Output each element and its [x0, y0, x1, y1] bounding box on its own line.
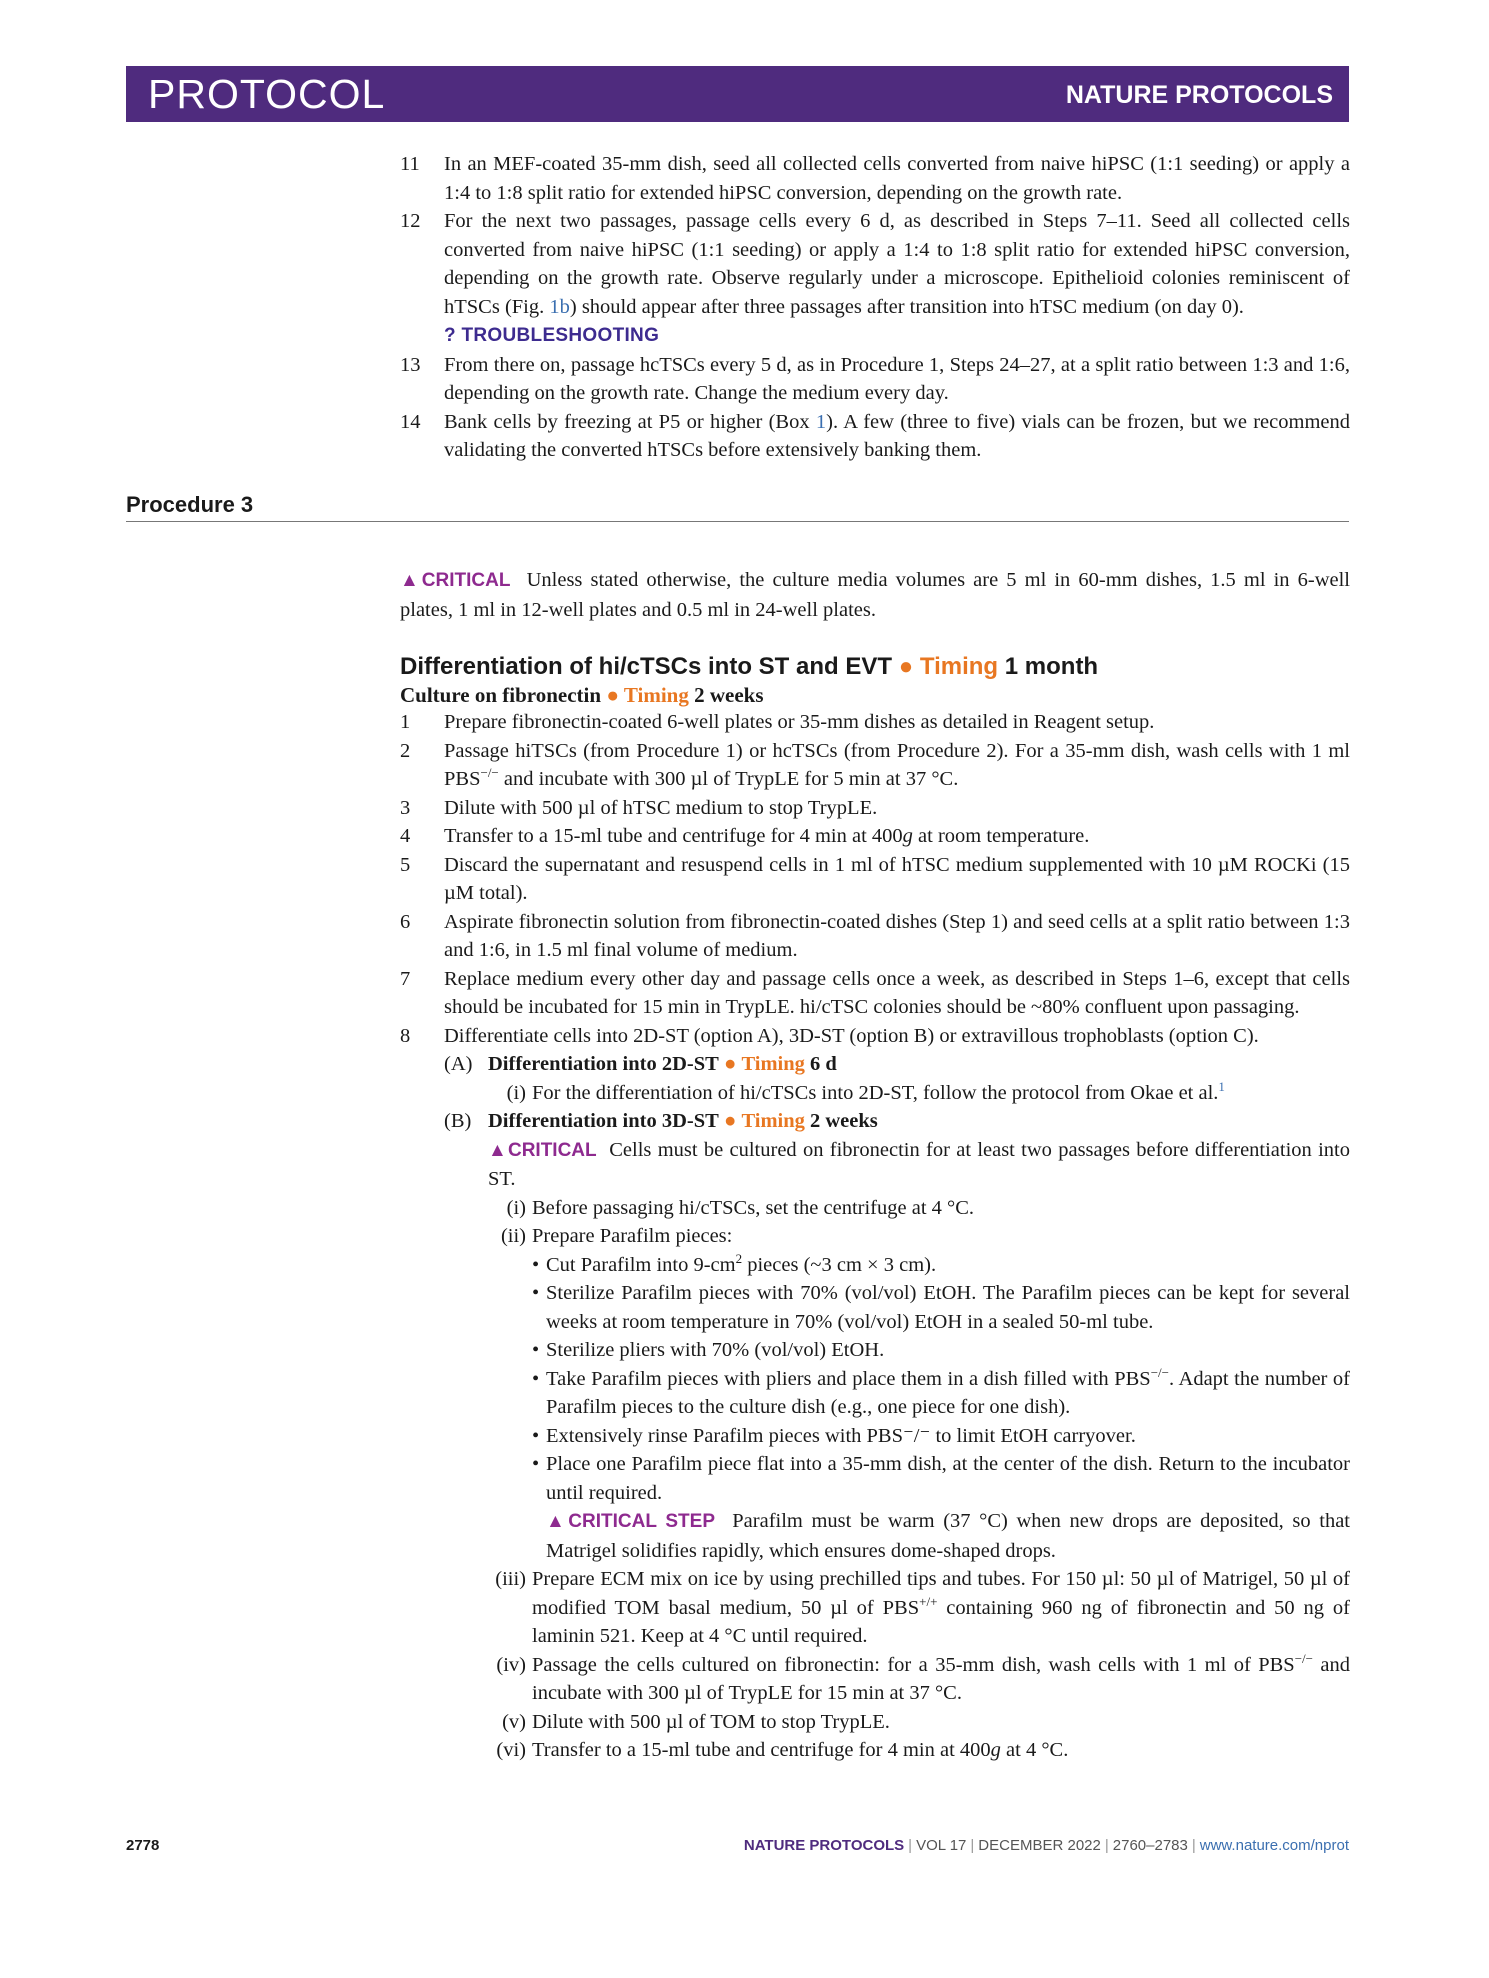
timing-dot-icon: ●	[898, 653, 914, 680]
header-banner	[126, 66, 1349, 122]
list-item	[400, 150, 1350, 207]
critical-text: Unless stated otherwise, the culture media volumes are 5 ml in 60-mm dishes, 1.5 ml in 6-well plates, 1 ml in 12-well plates and 0.5 ml in 24-well plates.	[400, 569, 1351, 621]
procedure-label: Procedure 3	[126, 492, 254, 517]
option-b-critical: ▲CRITICAL Cells must be cultured on fibronectin for at least two passages before differentiation into ST.	[488, 1138, 1350, 1190]
critical-label: ▲CRITICAL	[400, 570, 511, 591]
sub-step: (v) Dilute with 500 µl of TOM to stop TrypLE.	[502, 1710, 890, 1733]
sub-step: (iv) Passage the cells cultured on fibronectin: for a 35-mm dish, wash cells with 1 ml of PBS−/− and incubate with 300 µl of TrypLE for 15 min at 37 °C.	[496, 1650, 1350, 1704]
list-item	[400, 351, 1350, 408]
step-number: 5	[400, 853, 411, 876]
list-item	[400, 1022, 1350, 1765]
step-text: Replace medium every other day and passage cells once a week, as described in Steps 1–6, except that cells should be incubated for 15 min in TrypLE. hi/cTSC colonies should be ~80% confluent upon passaging.	[444, 967, 1350, 1018]
step-text: Transfer to a 15-ml tube and centrifuge for 4 min at 400g at room temperature.	[444, 825, 1090, 847]
sub-step: (i) Before passaging hi/cTSCs, set the centrifuge at 4 °C.	[506, 1196, 975, 1219]
list-item	[400, 822, 1350, 851]
subsection-title: Culture on fibronectin ● Timing 2 weeks	[400, 683, 764, 707]
step-text: In an MEF-coated 35-mm dish, seed all collected cells converted from naive hiPSC (1:1 seeding) or apply a 1:4 to 1:8 split ratio for extended hiPSC conversion, depending on the growth rate.	[444, 153, 1350, 204]
timing-value: 2 weeks	[694, 683, 764, 707]
header-journal-label: NATURE PROTOCOLS	[1065, 81, 1333, 109]
critical-step-label: ▲CRITICAL STEP	[546, 1511, 716, 1532]
box-link[interactable]: 1	[815, 410, 827, 433]
header-protocol-label: PROTOCOL	[148, 71, 386, 117]
option-label: (A)	[444, 1053, 473, 1075]
top-steps-list	[400, 150, 1350, 465]
timing-label: Timing	[919, 653, 999, 680]
bullet-item: • Cut Parafilm into $9-cm^2$ pieces (~3 cm × 3 cm).	[532, 1250, 937, 1276]
procedure-steps-list	[400, 708, 1350, 1765]
citation: NATURE PROTOCOLS | VOL 17 | DECEMBER 2022 | 2760–2783 | www.nature.com/nprot	[743, 1837, 1349, 1854]
step-text: From there on, passage hcTSCs every 5 d, as in Procedure 1, Steps 24–27, at a split ratio between 1:3 and 1:6, depending on the growth rate. Change the medium every day.	[444, 353, 1350, 404]
sub-step: (iii) Prepare ECM mix on ice by using prechilled tips and tubes. For 150 µl: 50 µl of Matrigel, 50 µl of modified TOM basal medium, 50 µl of PBS+/+ containing 960 ng of fibronectin and 50 ng of laminin 521. Keep at 4 °C until required.	[495, 1568, 1350, 1647]
bullet-item: • Extensively rinse Parafilm pieces with PBS⁻/⁻ to limit EtOH carryover.	[532, 1424, 1136, 1447]
step-text: For the next two passages, passage cells every 6 d, as described in Steps 7–11. Seed all collected cells converted from naive hiPSC (1:1 seeding) or apply a 1:4 to 1:8 split ratio for extended hiPSC conversion, depending on the growth rate. Observe regularly under a microscope. Epithelioid colonies reminiscent of hTSCs (Fig. 1b) should appear after three passages after transition into hTSC medium (on day 0). ? TROUBLESHOOTING	[444, 210, 1350, 346]
section-divider	[126, 521, 1349, 522]
step-text: Prepare fibronectin-coated 6-well plates or 35-mm dishes as detailed in Reagent setup.	[444, 711, 1155, 733]
option-a	[444, 1050, 1350, 1107]
list-item	[400, 207, 1350, 351]
step-number: 2	[400, 739, 411, 762]
page-footer	[126, 1832, 1349, 1856]
list-item	[400, 851, 1350, 908]
option-title: Differentiation into 2D-ST	[488, 1053, 719, 1075]
step-number: 6	[400, 910, 411, 933]
step-text: Discard the supernatant and resuspend cells in 1 ml of hTSC medium supplemented with 10 µM ROCKi (15 µM total).	[444, 853, 1350, 904]
timing-value: 1 month	[1004, 653, 1099, 680]
sub-step: (ii) Prepare Parafilm pieces: • Cut Parafilm into $9-cm^2$ pieces (~3 cm × 3 cm). • Sterilize Parafilm pieces with 70% (vol/vol) EtOH. The Parafilm pieces can be kept for several weeks at room temperature in 70% (vol/vol) EtOH in a sealed 50-ml tube. • Sterilize pliers with 70% (vol/vol) EtOH. • Take Parafilm pieces with pliers and place them in a dish filled with PBS−/−. Adapt the number of Parafilm pieces to the culture dish (e.g., one piece for one dish). • Extensively rinse Parafilm pieces with PBS⁻/⁻ to limit EtOH carryover. • Place one Parafilm piece flat into a 35-mm dish, at the center of the dish. Return to the incubator until required. ▲CRITICAL STEP Parafilm must be warm (37 °C) when new drops are deposited, so that Matrigel solidifies rapidly, which ensures dome-shaped drops.	[488, 1222, 1350, 1565]
step-text: Aspirate fibronectin solution from fibronectin-coated dishes (Step 1) and seed cells at a split ratio between 1:3 and 1:6, in 1.5 ml final volume of medium.	[444, 910, 1350, 961]
step-number: 14	[400, 410, 421, 433]
timing-label: Timing	[741, 1110, 805, 1132]
reference-link[interactable]: 1	[1218, 1078, 1225, 1094]
timing-value: 6 d	[810, 1053, 837, 1075]
bullet-item: • Take Parafilm pieces with pliers and place them in a dish filled with PBS−/−. Adapt the number of Parafilm pieces to the culture dish (e.g., one piece for one dish).	[532, 1364, 1350, 1418]
step-number: 12	[400, 210, 421, 232]
timing-dot-icon: ●	[723, 1053, 737, 1075]
sub-step: (i) For the differentiation of hi/cTSCs into 2D-ST, follow the protocol from Okae et al.$^1$	[506, 1078, 1225, 1104]
list-item	[400, 794, 1350, 823]
bullet-item: • Sterilize Parafilm pieces with 70% (vol/vol) EtOH. The Parafilm pieces can be kept for several weeks at room temperature in 70% (vol/vol) EtOH in a sealed 50-ml tube.	[532, 1282, 1350, 1333]
option-label: (B)	[444, 1110, 472, 1132]
step-text: Passage hiTSCs (from Procedure 1) or hcTSCs (from Procedure 2). For a 35-mm dish, wash cells with 1 ml PBS−/− and incubate with 300 µl of TrypLE for 5 min at 37 °C.	[444, 739, 1350, 790]
list-item	[400, 908, 1350, 965]
list-item	[400, 737, 1350, 794]
step-number: 7	[400, 967, 411, 990]
option-title: Differentiation into 3D-ST	[488, 1110, 719, 1132]
step-number: 11	[400, 153, 420, 175]
step-text: Dilute with 500 µl of hTSC medium to stop TrypLE.	[444, 796, 878, 819]
step-number: 13	[400, 353, 421, 376]
timing-dot-icon: ●	[606, 683, 620, 707]
list-item	[400, 708, 1350, 737]
timing-dot-icon: ●	[723, 1110, 737, 1132]
option-b	[444, 1107, 1350, 1765]
page-number: 2778	[126, 1837, 160, 1854]
step-text: Differentiate cells into 2D-ST (option A), 3D-ST (option B) or extravillous trophoblasts (option C). (A) Differentiation into 2D-ST ● Timing 6 d (i) For the differentiation of hi/cTSCs into 2D-ST, follow the protocol from Okae et al.$^1$ (B) Differentiation into 3D-ST ● Timing 2 weeks ▲CRITICAL Cells must be cultured on fibronectin for at least two passages before differentiation into ST. (i) Before passaging hi/cTSCs, set the centrifuge at 4 °C. (ii) Prepare Parafilm pieces: • Cut Parafilm into $9-cm^2$ pieces (~3 cm × 3 cm). • Sterilize Parafilm pieces with 70% (vol/vol) EtOH. The Parafilm pieces can be kept for several weeks at room temperature in 70% (vol/vol) EtOH in a sealed 50-ml tube. • Sterilize pliers with 70% (vol/vol) EtOH. • Take Parafilm pieces with pliers and place them in a dish filled with PBS−/−. Adapt the number of Parafilm pieces to the culture dish (e.g., one piece for one dish). • Extensively rinse Parafilm pieces with PBS⁻/⁻ to limit EtOH carryover. • Place one Parafilm piece flat into a 35-mm dish, at the center of the dish. Return to the incubator until required. ▲CRITICAL STEP Parafilm must be warm (37 °C) when new drops are deposited, so that Matrigel solidifies rapidly, which ensures dome-shaped drops. (iii) Prepare ECM mix on ice by using prechilled tips and tubes. For 150 µl: 50 µl of Matrigel, 50 µl of modified TOM basal medium, 50 µl of PBS+/+ containing 960 ng of fibronectin and 50 ng of laminin 521. Keep at 4 °C until required. (iv) Passage the cells cultured on fibronectin: for a 35-mm dish, wash cells with 1 ml of PBS−/− and incubate with 300 µl of TrypLE for 15 min at 37 °C. (v) Dilute with 500 µl of TOM to stop TrypLE. (vi) Transfer to a 15-ml tube and centrifuge for 4 min at 400g at 4 °C.	[444, 1022, 1350, 1765]
bullet-item: • Place one Parafilm piece flat into a 35-mm dish, at the center of the dish. Return to the incubator until required. ▲CRITICAL STEP Parafilm must be warm (37 °C) when new drops are deposited, so that Matrigel solidifies rapidly, which ensures dome-shaped drops.	[532, 1453, 1350, 1562]
timing-label: Timing	[623, 683, 689, 707]
bullet-item: • Sterilize pliers with 70% (vol/vol) EtOH.	[532, 1339, 885, 1361]
sub-step: (vi) Transfer to a 15-ml tube and centrifuge for 4 min at 400g at 4 °C.	[496, 1739, 1069, 1761]
list-item	[400, 408, 1350, 465]
figure-link[interactable]: 1b	[549, 295, 570, 318]
step-text: Bank cells by freezing at P5 or higher (Box 1). A few (three to five) vials can be frozen, but we recommend validating the converted hTSCs before extensively banking them.	[444, 410, 1350, 461]
timing-value: 2 weeks	[810, 1110, 878, 1132]
critical-note	[400, 566, 1350, 624]
step-number: 8	[400, 1024, 411, 1047]
timing-label: Timing	[741, 1053, 805, 1075]
step-number: 4	[400, 825, 411, 847]
list-item	[400, 965, 1350, 1022]
section-title: Differentiation of hi/cTSCs into ST and EVT ● Timing 1 month	[400, 653, 1099, 680]
step-number: 3	[400, 796, 411, 819]
step-number: 1	[400, 711, 411, 733]
troubleshooting-label[interactable]: ? TROUBLESHOOTING	[444, 325, 660, 346]
journal-url-link[interactable]: www.nature.com/nprot	[1199, 1837, 1349, 1854]
